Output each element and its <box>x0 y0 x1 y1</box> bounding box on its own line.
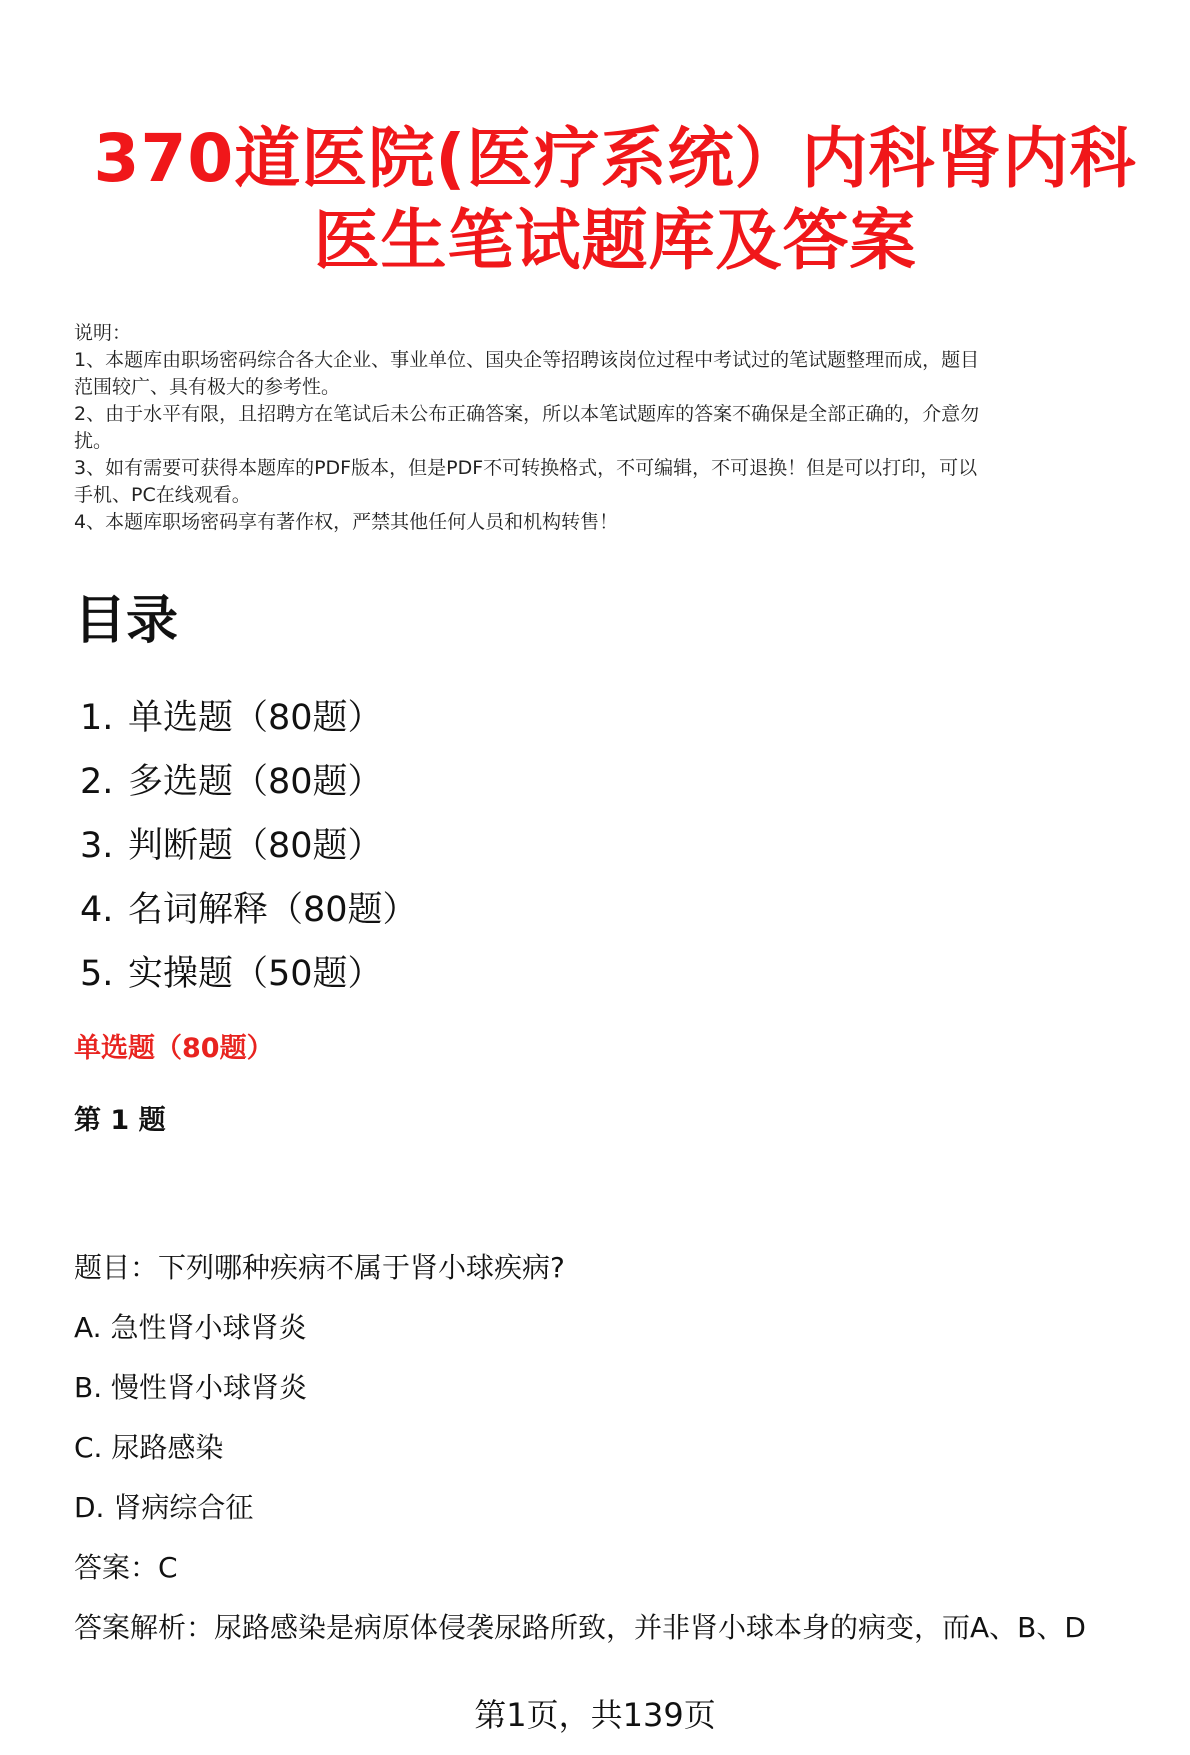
question-option-a: A. 急性肾小球肾炎 <box>74 1311 307 1344</box>
section-title: 单选题（80题） <box>74 1033 274 1064</box>
table-of-contents <box>80 686 418 1006</box>
toc-item[interactable] <box>80 750 418 814</box>
page-footer: 第1页，共139页 <box>474 1696 716 1734</box>
toc-item-number: 3. <box>80 826 114 866</box>
notes-line: 3、如有需要可获得本题库的PDF版本，但是PDF不可转换格式，不可编辑，不可退换！但是可以打印，可以 <box>74 457 978 479</box>
question-explanation: 答案解析：尿路感染是病原体侵袭尿路所致，并非肾小球本身的病变，而A、B、D <box>74 1611 1086 1644</box>
notes-line: 2、由于水平有限，且招聘方在笔试后未公布正确答案，所以本笔试题库的答案不确保是全部正确的，介意勿 <box>74 403 980 425</box>
toc-item-label: 多选题（80题） <box>128 762 383 802</box>
toc-item-label: 单选题（80题） <box>128 698 383 738</box>
notes-line: 范围较广、具有极大的参考性。 <box>74 376 341 398</box>
notes-line: 1、本题库由职场密码综合各大企业、事业单位、国央企等招聘该岗位过程中考试过的笔试题整理而成，题目 <box>74 349 980 371</box>
toc-item-label: 名词解释（80题） <box>128 890 418 930</box>
notes-line: 扰。 <box>74 430 113 452</box>
notes-line: 4、本题库职场密码享有著作权，严禁其他任何人员和机构转售！ <box>74 511 619 533</box>
toc-item-label: 实操题（50题） <box>128 954 383 994</box>
toc-item-label: 判断题（80题） <box>128 826 383 866</box>
question-option-b: B. 慢性肾小球肾炎 <box>74 1371 308 1404</box>
toc-item-number: 1. <box>80 698 114 738</box>
toc-item-number: 2. <box>80 762 114 802</box>
question-stem: 题目：下列哪种疾病不属于肾小球疾病? <box>74 1251 565 1284</box>
toc-item-number: 5. <box>80 954 114 994</box>
document-title <box>60 118 1170 282</box>
notes-heading: 说明： <box>74 322 132 344</box>
title-line-1: 370道医院(医疗系统）内科肾内科 <box>93 120 1137 197</box>
question-option-c: C. 尿路感染 <box>74 1431 224 1464</box>
notes-line: 手机、PC在线观看。 <box>74 484 251 506</box>
notes-block <box>74 320 1154 536</box>
toc-item-number: 4. <box>80 890 114 930</box>
question-option-d: D. 肾病综合征 <box>74 1491 254 1524</box>
title-line-2: 医生笔试题库及答案 <box>313 202 917 279</box>
question-answer: 答案：C <box>74 1551 178 1584</box>
question-block <box>74 1238 1164 1658</box>
toc-heading: 目录 <box>74 591 179 651</box>
toc-item[interactable] <box>80 814 418 878</box>
toc-item[interactable] <box>80 942 418 1006</box>
toc-item[interactable] <box>80 686 418 750</box>
question-number: 第 1 题 <box>74 1105 166 1136</box>
toc-item[interactable] <box>80 878 418 942</box>
